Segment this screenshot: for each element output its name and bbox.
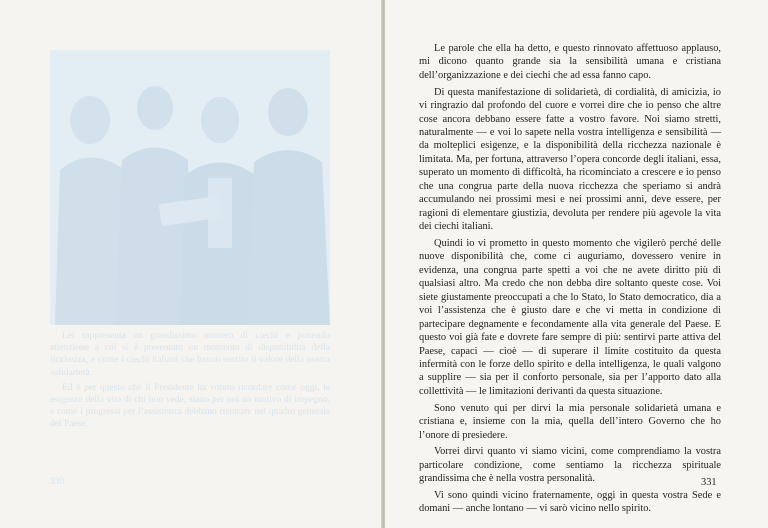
paragraph: Di questa manifestazione di solidarietà, di cordialità, di amicizia, io vi ringrazio dal profondo del cuore e vorrei dire che io penso che altre cose ancora debbano essere fatte a vostro favore. Noi siamo stretti, naturalmente — e voi lo sapete nella vostra intelligenza e sensibilità — da molteplici esigenze, e la disponibilità della ricchezza nazionale è limitata. Ma, per fortuna, attraverso l’opera concorde degli italiani, essa, superato un momento di difficoltà, ha ricominciato a crescere e io penso che una congrua parte della nuova ricchezza che speriamo si andrà accumulando nei prossimi mesi e nei prossimi anni, deve essere, per ragioni di elementare giustizia, devoluta per rendere più agevole la vita dei ciechi italiani. xyxy=(419,86,721,233)
bleed-through-text xyxy=(50,330,330,434)
photograph-faded-icon xyxy=(50,50,330,325)
page-number: 331 xyxy=(701,477,717,488)
bleed-through-paragraph: Lei rappresenta un grandissimo numero di ciechi e ponendo attenzione a cui si è presentato un momento di disponibilità della ricchezza, e come i ciechi italiani che hanno sentito il valore della nostra solidarietà. xyxy=(50,331,330,378)
paragraph: Quindi io vi prometto in questo momento che vigilerò perché delle nuove disponibilità che, come ci auguriamo, dovessero venire in evidenza, una congrua parte spetti a voi che ne avete diritto più di qualsiasi altro. Ma credo che non debba dire soltanto queste cose. Voi siete giustamente preoccupati a che lo Stato, lo Stato democratico, dia a voi l’assistenza che è giusto dare e che vi metta in condizione di partecipare degnamente e fecondamente alla vita generale del Paese. E questo voi già fate e dovrete fare sempre di più: sentirvi parte attiva del Paese, capaci — cioè — di superare il limite costituito da questa infermità con le forze dello spirito e della intelligenza, le quali valgono a supplire — sia per il conforto personale, sia per l’apporto dato alla collettività — le limitazioni derivanti da questa situazione. xyxy=(419,237,721,397)
paragraph: Vi sono quindi vicino fraternamente, oggi in questa vostra Sede e domani — anche lontano — vi sarò vicino nello spirito. xyxy=(419,489,721,515)
paragraph: Le parole che ella ha detto, e questo rinnovato affettuoso applauso, mi dicono quanto grande sia la sensibilità umana e cristiana dell’organizzazione e dei ciechi che ad essa fanno capo. xyxy=(419,43,721,81)
faded-photograph xyxy=(50,50,330,325)
bleed-through-page-number: 330 xyxy=(50,477,65,487)
paragraph: Sono venuto qui per dirvi la mia personale solidarietà umana e cristiana e, insieme con la mia, quella dell’intero Governo che ho l’onore di presiedere. xyxy=(419,402,721,441)
left-page xyxy=(0,0,383,528)
bleed-through-paragraph: Ed è per questo che il Presidente ha voluto ricordare come oggi, le esigenze della vita di chi non vede, siano per noi un motivo di impegno, e come i progressi per l’assistenza debbano rientrare nel quadro generale del Paese. xyxy=(50,382,330,430)
speech-text xyxy=(419,42,721,519)
paragraph: Vorrei dirvi quanto vi siamo vicini, come comprendiamo la vostra particolare condizione, come sentiamo la ricchezza spirituale grandissima che è nella vostra personalità. xyxy=(419,446,721,485)
